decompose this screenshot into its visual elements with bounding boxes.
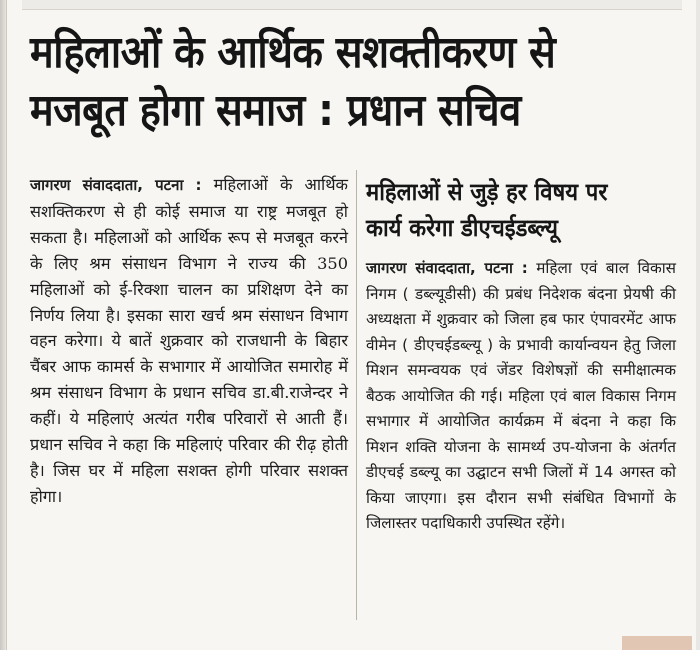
side-article-paragraph	[366, 256, 676, 537]
side-headline	[366, 174, 660, 246]
side-article-body	[366, 256, 676, 537]
previous-article-strip	[22, 0, 682, 10]
side-article-text: महिला एवं बाल विकास निगम ( डब्ल्यूडीसी) की प्रबंध निदेशक बंदना प्रेयषी की अध्यक्षता में शुक्रवार को जिला हब फार एंपावरमेंट आफ वीमेन ( डीएचईडब्ल्यू ) के प्रभावी कार्यान्वयन हेतु जिला मिशन समन्वयक एवं जेंडर विशेषज्ञों की समीक्षात्मक बैठक आयोजित की गई। महिला एवं बाल विकास निगम सभागार में आयोजित कार्यक्रम में बंदना ने कहा कि मिशन शक्ति योजना के सामर्थ्य उप-योजना के अंतर्गत डीएचई डब्ल्यू का उद्घाटन सभी जिलों में 14 अगस्त को किया जाएगा। इस दौरान सभी संबंधित विभागों के जिलास्तर पदाधिकारी उपस्थित रहेंगे।	[366, 259, 676, 532]
main-byline: जागरण संवाददाता, पटना :	[30, 176, 202, 194]
page-corner-mark	[622, 636, 692, 650]
main-headline	[30, 24, 615, 140]
main-article-text: महिलाओं के आर्थिक सशक्तिकरण से ही कोई समाज या राष्ट्र मजबूत हो सकता है। महिलाओं को आर्थिक रूप से मजबूत करने के लिए श्रम संसाधन विभाग ने राज्य की 350 महिलाओं को ई-रिक्शा चालन का प्रशिक्षण देने का निर्णय लिया है। इसका सारा खर्च श्रम संसाधन विभाग वहन करेगा। ये बातें शुक्रवार को राजधानी के बिहार चैंबर आफ कामर्स के सभागार में आयोजित समारोह में श्रम संसाधन विभाग के प्रधान सचिव डा.बी.राजेन्दर ने कहीं। ये महिलाएं अत्यंत गरीब परिवारों से आती हैं। प्रधान सचिव ने कहा कि महिलाएं परिवार की रीढ़ होती है। जिस घर में महिला सशक्त होगी परिवार सशक्त होगा।	[30, 175, 348, 506]
side-byline: जागरण संवाददाता, पटना :	[366, 259, 528, 277]
main-article-body	[30, 172, 348, 510]
side-headline-line-2: कार्य करेगा डीएचईडब्ल्यू	[366, 214, 558, 242]
column-divider	[356, 170, 357, 620]
headline-line-2: मजबूत होगा समाज : प्रधान सचिव	[30, 85, 521, 136]
side-headline-line-1: महिलाओं से जुड़े हर विषय पर	[366, 178, 608, 206]
main-article-paragraph	[30, 172, 348, 510]
headline-line-1: महिलाओं के आर्थिक सशक्तीकरण से	[30, 27, 556, 78]
